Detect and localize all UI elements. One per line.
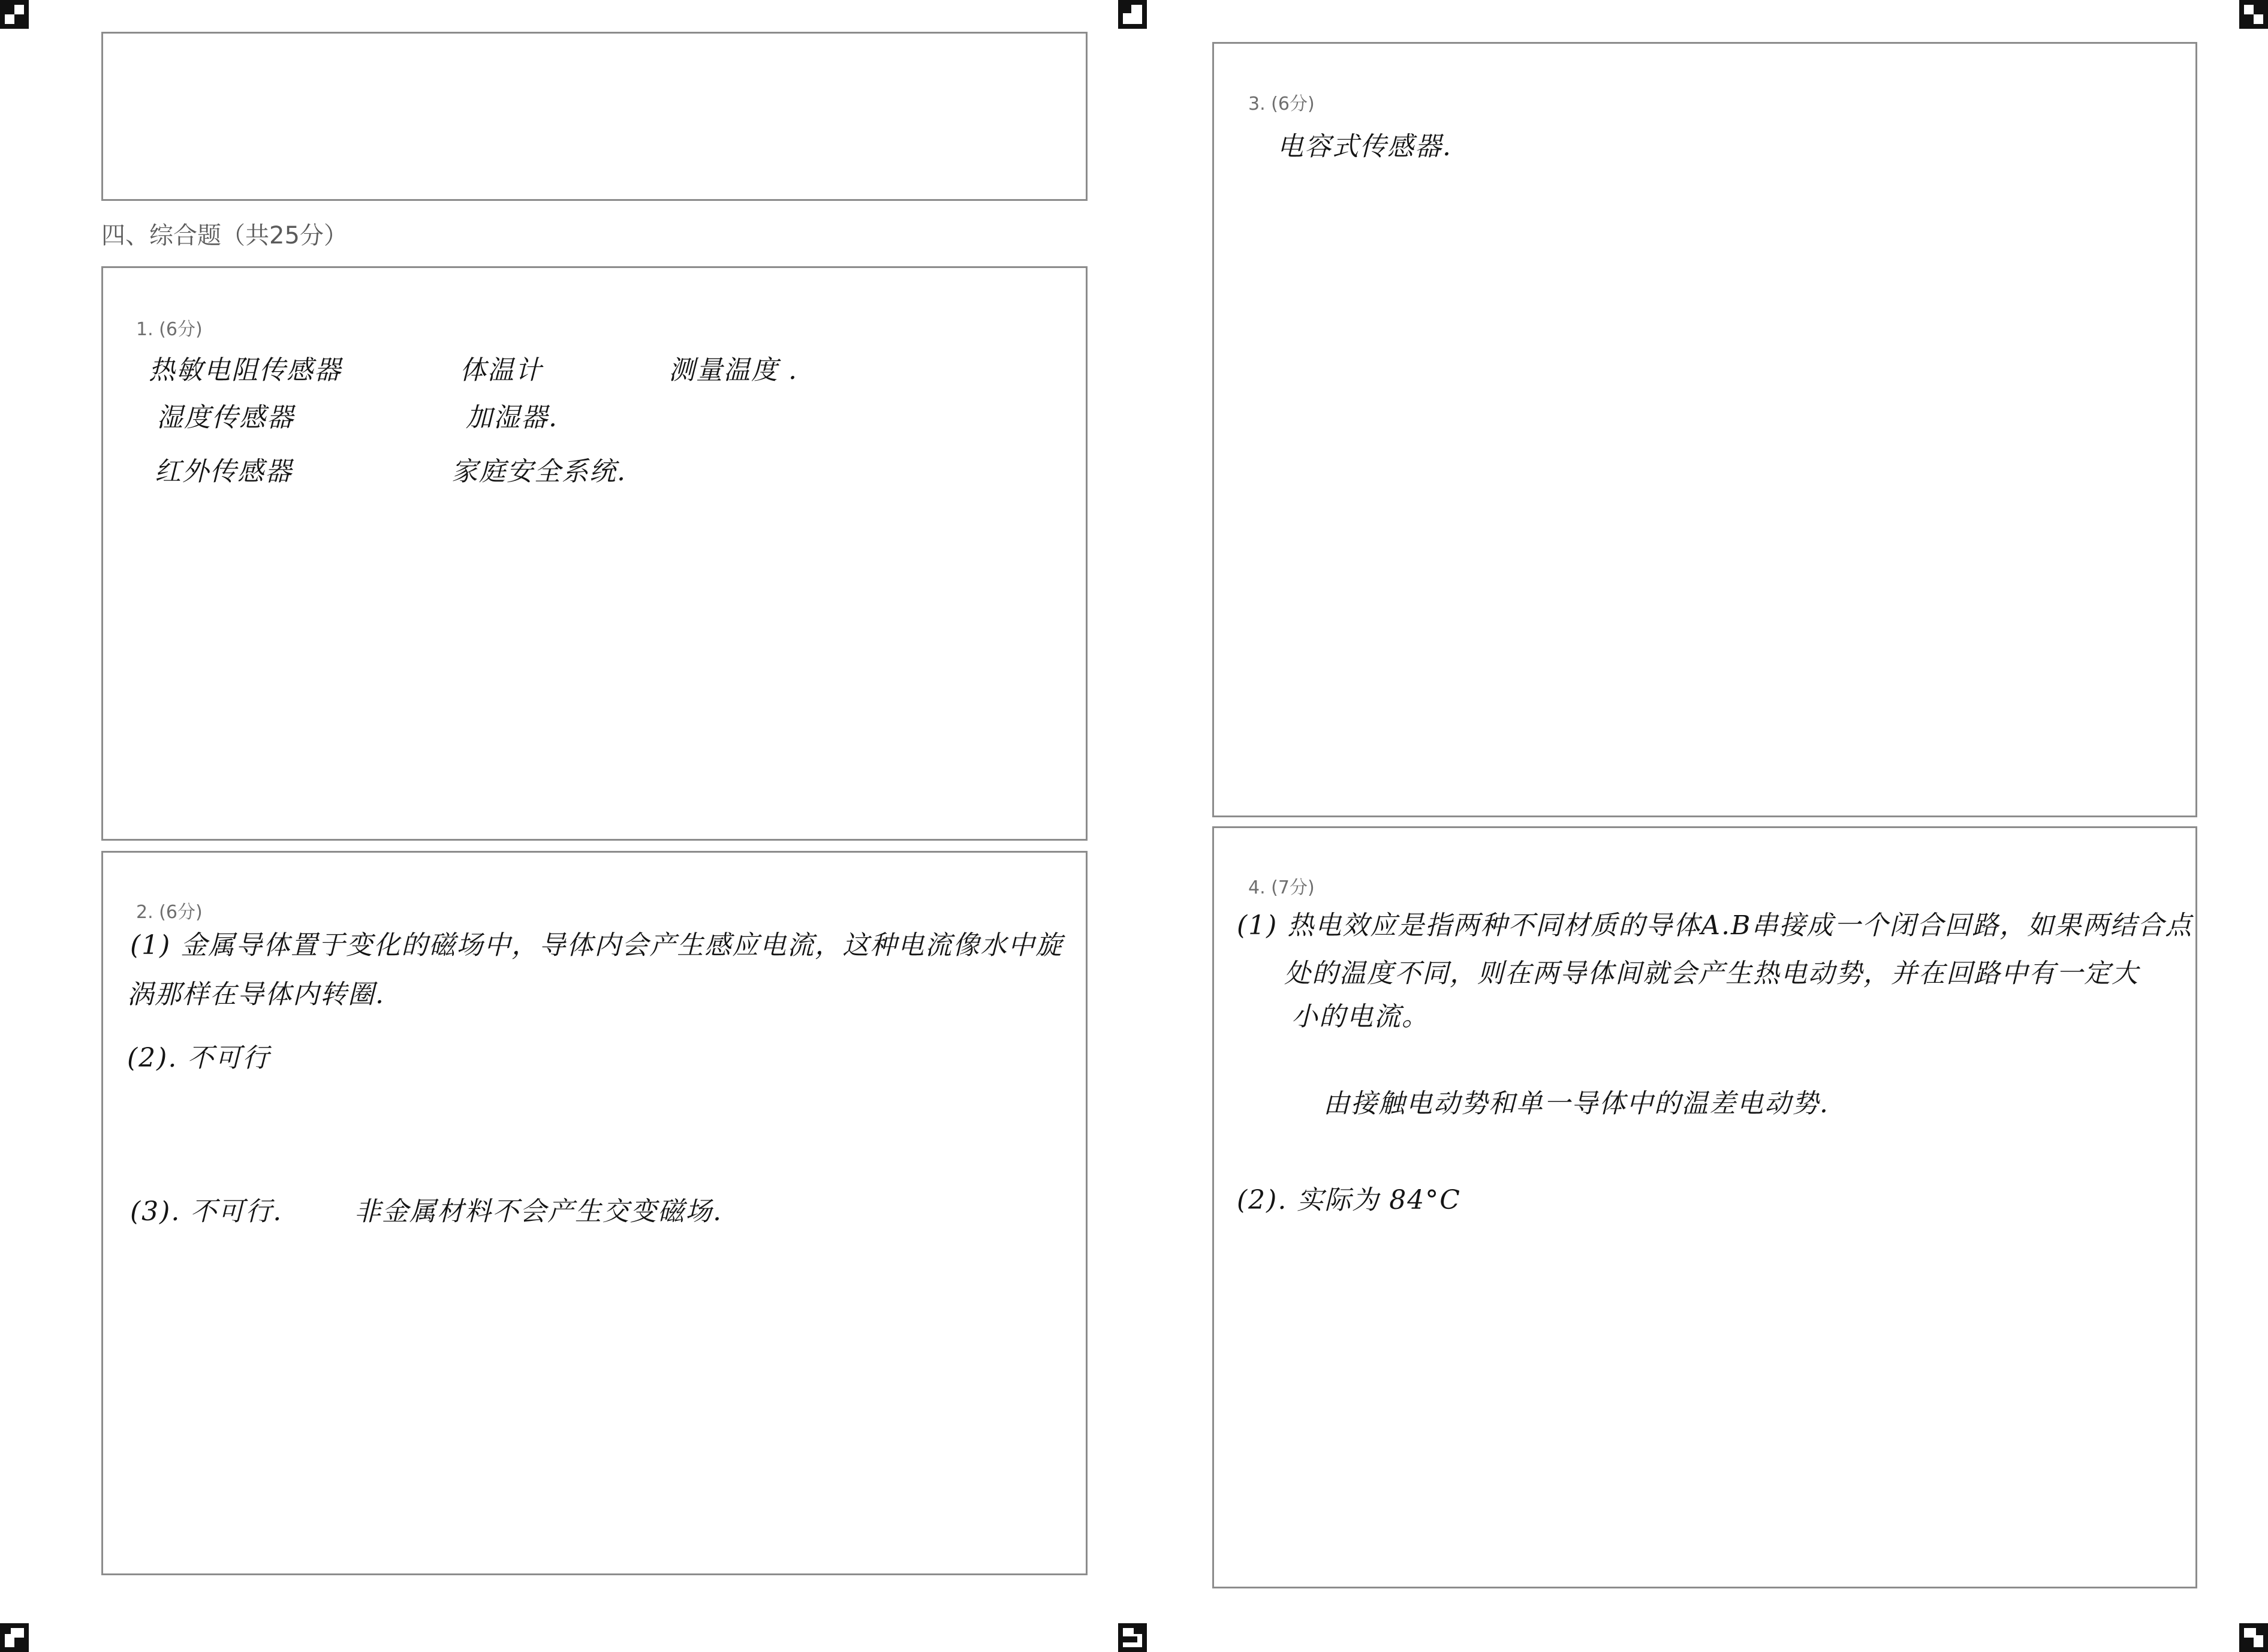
q1-answer-application-1: 体温计 (460, 355, 543, 386)
corner-marker-top-left (0, 0, 29, 29)
q1-answer-sensor-3: 红外传感器 (155, 456, 293, 487)
q2-answer-part2: (2). 不可行 (127, 1043, 270, 1073)
question-4-answer-box (1212, 826, 2197, 1588)
q4-answer-part2: (2). 实际为 84°C (1237, 1185, 1461, 1215)
question-1-label: 1. (6分) (136, 319, 203, 340)
q4-answer-part1-line4: 由接触电动势和单一导体中的温差电动势. (1323, 1088, 1829, 1119)
q1-answer-application-3: 家庭安全系统. (451, 456, 627, 487)
q1-answer-sensor-1: 热敏电阻传感器 (149, 355, 342, 386)
section-heading: 四、综合题（共25分） (101, 222, 348, 249)
q4-answer-part1-line2: 处的温度不同，则在两导体间就会产生热电动势，并在回路中有一定大 (1284, 958, 2139, 989)
q2-answer-part1-line1: (1) 金属导体置于变化的磁场中，导体内会产生感应电流，这种电流像水中旋 (130, 930, 1064, 961)
question-1-answer-box (101, 266, 1088, 841)
question-3-label: 3. (6分) (1248, 94, 1315, 115)
q2-answer-part1-line2: 涡那样在导体内转圈. (127, 979, 385, 1010)
q1-answer-application-2: 加湿器. (466, 402, 558, 433)
corner-marker-top-middle (1118, 0, 1147, 29)
question-2-answer-box (101, 851, 1088, 1575)
q3-answer-line1: 电容式传感器. (1277, 131, 1452, 162)
q2-answer-part3-reason: 非金属材料不会产生交变磁场. (354, 1196, 722, 1227)
question-3-answer-box (1212, 42, 2197, 817)
corner-marker-top-right (2239, 0, 2268, 29)
q4-answer-part1-line3: 小的电流。 (1291, 1001, 1429, 1032)
question-4-label: 4. (7分) (1248, 877, 1315, 898)
q1-answer-sensor-2: 湿度传感器 (156, 402, 294, 433)
q4-answer-part1-line1: (1) 热电效应是指两种不同材质的导体A.B串接成一个闭合回路，如果两结合点 (1237, 910, 2193, 941)
q1-answer-function-1: 测量温度 . (668, 355, 798, 386)
question-2-label: 2. (6分) (136, 902, 203, 923)
corner-marker-bottom-middle (1118, 1623, 1147, 1652)
corner-marker-bottom-right (2239, 1623, 2268, 1652)
corner-marker-bottom-left (0, 1623, 29, 1652)
q2-answer-part3: (3). 不可行. (130, 1196, 283, 1227)
blank-answer-box (101, 32, 1088, 201)
